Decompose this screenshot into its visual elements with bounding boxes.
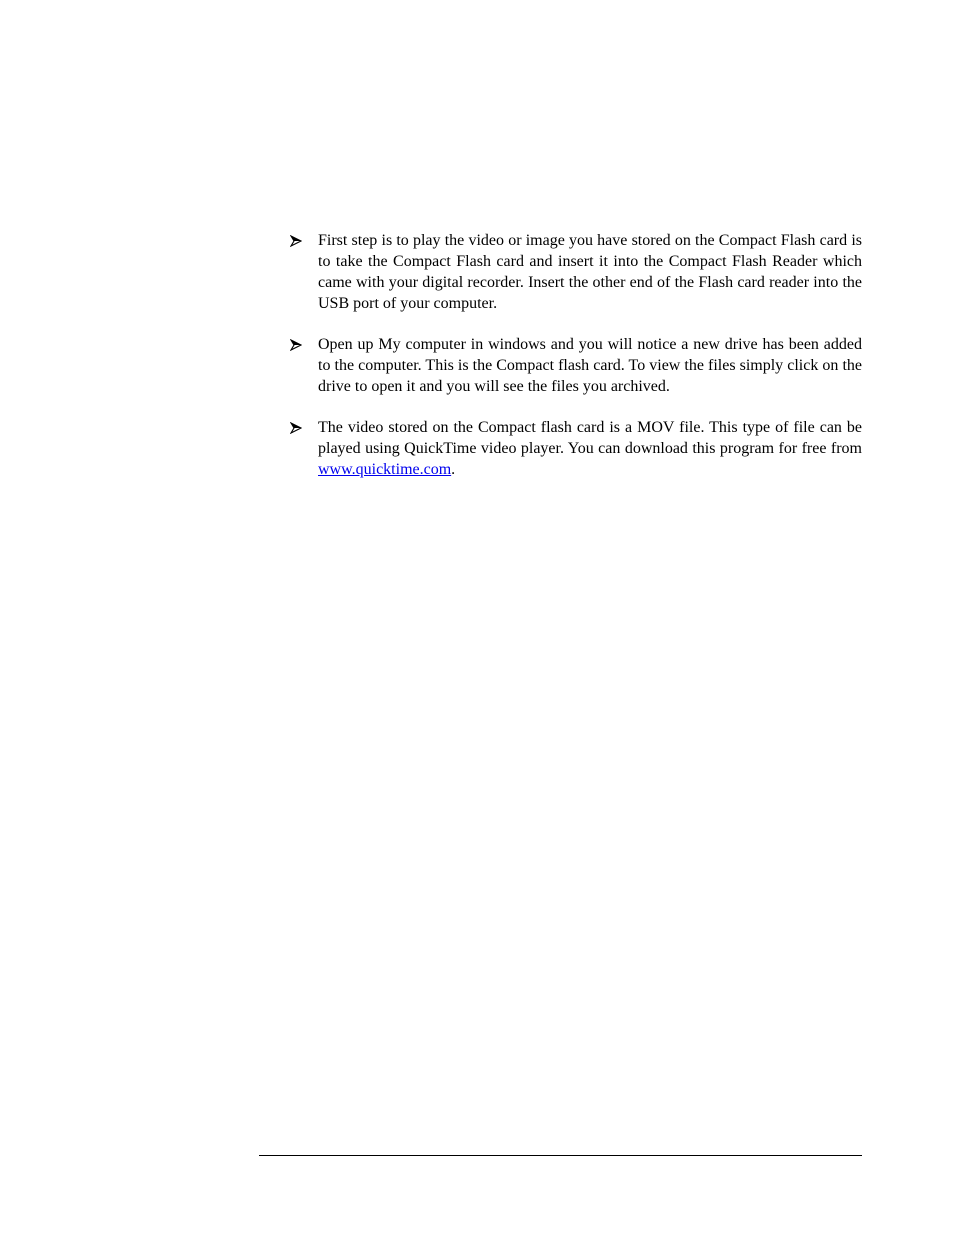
list-item-text xyxy=(318,419,862,478)
arrowhead-bullet-icon xyxy=(290,417,304,438)
text-after-link: . xyxy=(451,461,456,478)
list-item-mov-file xyxy=(290,417,862,480)
quicktime-link[interactable]: www.quicktime.com xyxy=(318,461,452,478)
instruction-list xyxy=(290,230,862,500)
text-before-link: The video stored on the Compact flash card is a MOV file. This type of file can be played using QuickTime video player. You can download this program for free from xyxy=(318,419,862,457)
list-item-insert-card xyxy=(290,230,862,314)
arrowhead-bullet-icon xyxy=(290,230,304,251)
list-item-text: First step is to play the video or image you have stored on the Compact Flash card is to take the Compact Flash card and insert it into the Compact Flash Reader which came with your digital recorder. Insert the other end of the Flash card reader into the USB port of your computer. xyxy=(318,232,862,312)
list-item-open-computer xyxy=(290,334,862,397)
arrowhead-bullet-icon xyxy=(290,334,304,355)
footer-divider xyxy=(259,1155,862,1156)
list-item-text: Open up My computer in windows and you will notice a new drive has been added to the computer. This is the Compact flash card. To view the files simply click on the drive to open it and you will see the files you archived. xyxy=(318,336,862,395)
